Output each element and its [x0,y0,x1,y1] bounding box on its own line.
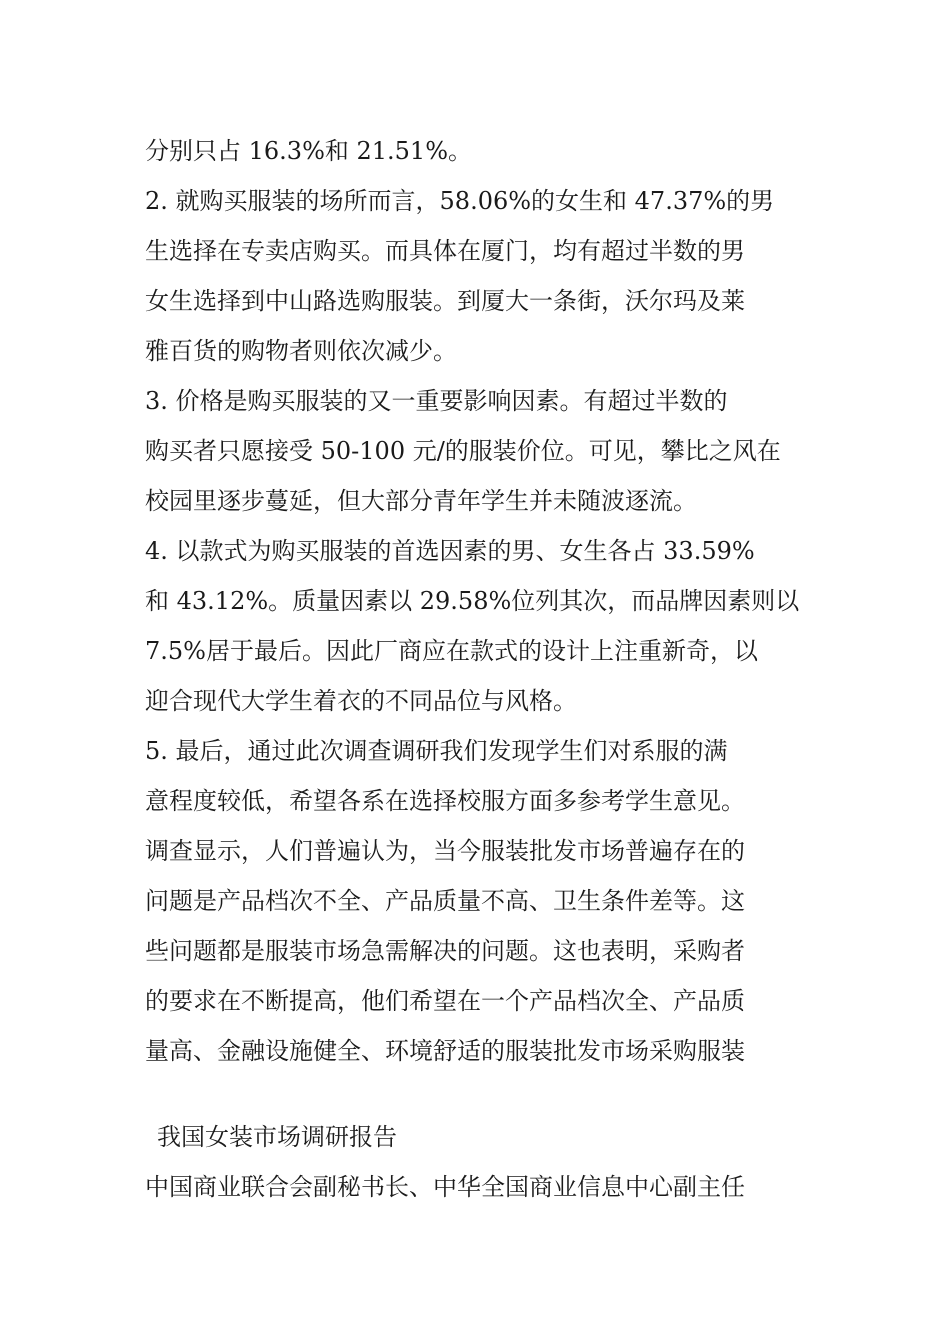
text-line: 校园里逐步蔓延，但大部分青年学生并未随波逐流。 [145,487,697,515]
text-line: 生选择在专卖店购买。而具体在厦门，均有超过半数的男 [145,237,745,265]
text-line: 4. 以款式为购买服装的首选因素的男、女生各占 33.59% [145,537,755,565]
text-line: 中国商业联合会副秘书长、中华全国商业信息中心副主任 [145,1173,745,1201]
text-line: 2. 就购买服装的场所而言，58.06%的女生和 47.37%的男 [145,187,775,215]
text-line: 5. 最后，通过此次调查调研我们发现学生们对系服的满 [145,737,728,765]
paragraph-gap [145,1076,810,1112]
text-line: 调查显示，人们普遍认为，当今服装批发市场普遍存在的 [145,837,745,865]
text-line: 意程度较低，希望各系在选择校服方面多参考学生意见。 [145,787,745,815]
text-line: 的要求在不断提高，他们希望在一个产品档次全、产品质 [145,987,745,1015]
text-line: 些问题都是服装市场急需解决的问题。这也表明，采购者 [145,937,745,965]
text-line: 分别只占 16.3%和 21.51%。 [145,137,473,165]
text-line: 问题是产品档次不全、产品质量不高、卫生条件差等。这 [145,887,745,915]
text-line: 和 43.12%。质量因素以 29.58%位列其次，而品牌因素则以 [145,587,800,615]
section-title: 我国女装市场调研报告 [157,1123,397,1151]
document-body [145,126,810,1212]
text-line: 7.5%居于最后。因此厂商应在款式的设计上注重新奇，以 [145,637,758,665]
text-line: 雅百货的购物者则依次减少。 [145,337,457,365]
text-line: 3. 价格是购买服装的又一重要影响因素。有超过半数的 [145,387,728,415]
text-line: 量高、金融设施健全、环境舒适的服装批发市场采购服装 [145,1037,745,1065]
text-line: 迎合现代大学生着衣的不同品位与风格。 [145,687,577,715]
text-line: 女生选择到中山路选购服装。到厦大一条街，沃尔玛及莱 [145,287,745,315]
text-line: 购买者只愿接受 50-100 元/的服装价位。可见，攀比之风在 [145,437,781,465]
